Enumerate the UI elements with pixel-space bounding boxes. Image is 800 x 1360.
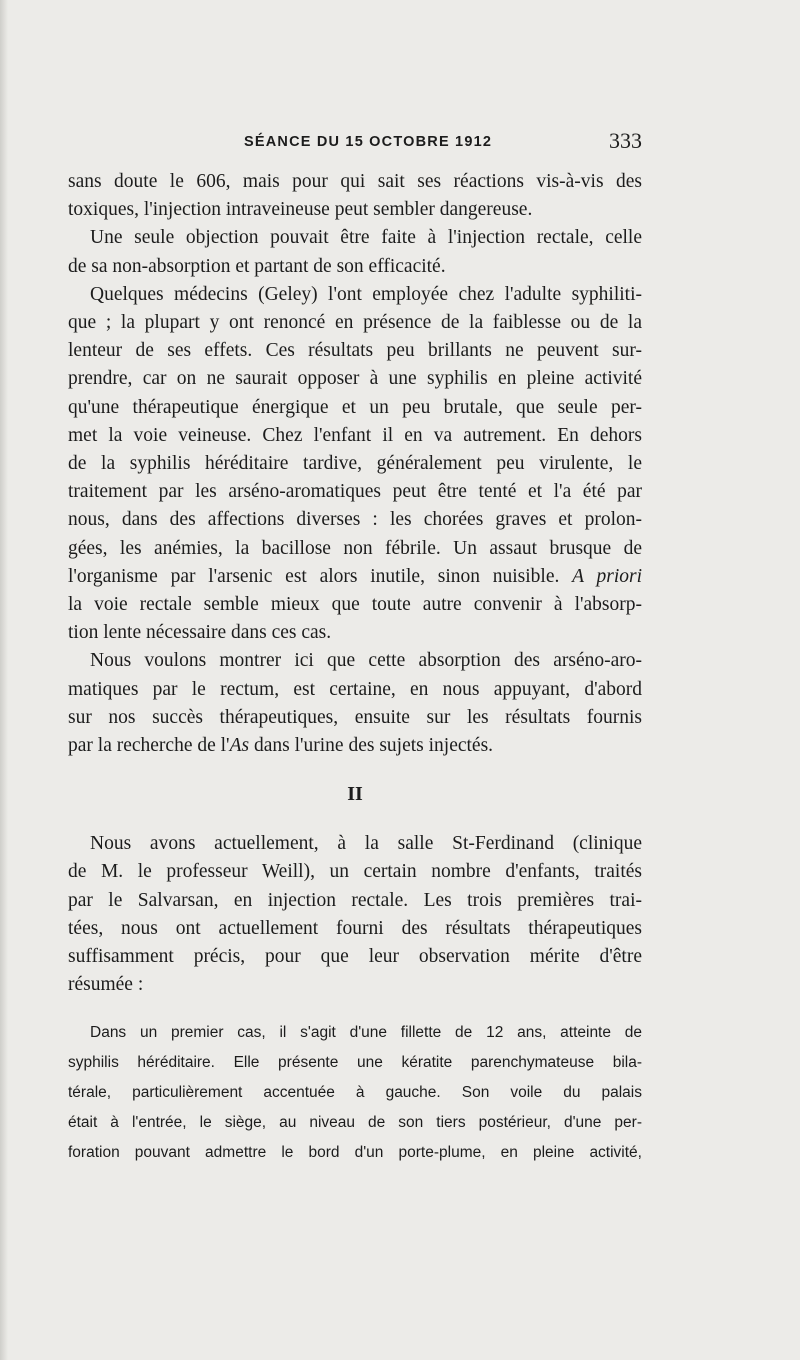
italic-phrase: A priori — [572, 565, 642, 587]
text-line: par la recherche de l'As dans l'urine des sujets injectés. — [68, 735, 494, 757]
text-line: sur nos succès thérapeutiques, ensuite sur les résultats fournis — [68, 706, 642, 728]
text-line: prendre, car on ne saurait opposer à une syphilis en pleine activité — [68, 368, 642, 390]
text-line: matiques par le rectum, est certaine, en nous appuyant, d'abord — [68, 678, 642, 700]
text-line: que ; la plupart y ont renoncé en présence de la faiblesse ou de la — [68, 312, 642, 334]
case-text-line: syphilis héréditaire. Elle présente une kératite parenchymateuse bila- — [68, 1054, 642, 1072]
text-line: sans doute le 606, mais pour qui sait ses réactions vis-à-vis des — [68, 171, 642, 192]
running-head — [68, 128, 642, 160]
text-line: tées, nous ont actuellement fourni des résultats thérapeutiques — [68, 917, 642, 939]
paragraph — [68, 281, 642, 648]
text-line: toxiques, l'injection intraveineuse peut sembler dangereuse. — [68, 199, 533, 221]
case-text-line: térale, particulièrement accentuée à gauche. Son voile du palais — [68, 1084, 642, 1102]
page-binding-edge — [0, 0, 8, 1360]
text-line: qu'une thérapeutique énergique et un peu brutale, que seule per- — [68, 396, 642, 418]
paragraph — [68, 224, 642, 280]
text-line: de sa non-absorption et partant de son efficacité. — [68, 255, 446, 277]
page-number: 333 — [609, 128, 642, 153]
paragraph — [68, 647, 642, 760]
text-line: tion lente nécessaire dans ces cas. — [68, 622, 332, 644]
text-line: l'organisme par l'arsenic est alors inutile, sinon nuisible. A priori — [68, 565, 642, 587]
body-text — [68, 168, 642, 1168]
text-line: suffisamment précis, pour que leur observation mérite d'être — [68, 946, 642, 968]
text-line: traitement par les arséno-aromatiques peut être tenté et l'a été par — [68, 481, 642, 503]
text-line: Quelques médecins (Geley) l'ont employée chez l'adulte syphiliti- — [90, 283, 642, 305]
text-line: de la syphilis héréditaire tardive, généralement peu virulente, le — [68, 453, 642, 475]
case-text-line: Dans un premier cas, il s'agit d'une fillette de 12 ans, atteinte de — [90, 1024, 642, 1042]
text-line: Nous avons actuellement, à la salle St-Ferdinand (clinique — [90, 833, 642, 855]
paragraph — [68, 830, 642, 999]
text-line: gées, les anémies, la bacillose non fébrile. Un assaut brusque de — [68, 537, 642, 559]
text-line: la voie rectale semble mieux que toute autre convenir à l'absorp- — [68, 594, 642, 616]
italic-phrase: As — [229, 735, 250, 757]
case-report — [68, 1018, 642, 1168]
text-line: de M. le professeur Weill), un certain nombre d'enfants, traités — [68, 861, 642, 883]
text-line: résumée : — [68, 974, 144, 996]
text-line: met la voie veineuse. Chez l'enfant il en va autrement. En dehors — [68, 424, 642, 446]
running-head-title: SÉANCE DU 15 OCTOBRE 1912 — [244, 134, 493, 150]
text-line: Une seule objection pouvait être faite à l'injection rectale, celle — [90, 227, 642, 249]
case-text-line: était à l'entrée, le siège, au niveau de son tiers postérieur, d'une per- — [68, 1114, 642, 1132]
text-line: lenteur de ses effets. Ces résultats peu brillants ne peuvent sur- — [68, 340, 642, 362]
case-text-line: foration pouvant admettre le bord d'un porte-plume, en pleine activité, — [68, 1144, 642, 1162]
text-line: par le Salvarsan, en injection rectale. Les trois premières trai- — [68, 889, 642, 911]
text-line: nous, dans des affections diverses : les chorées graves et prolon- — [68, 509, 642, 531]
paragraph — [68, 168, 642, 224]
section-heading: II — [347, 783, 363, 806]
text-line: Nous voulons montrer ici que cette absorption des arséno-aro- — [90, 650, 642, 672]
